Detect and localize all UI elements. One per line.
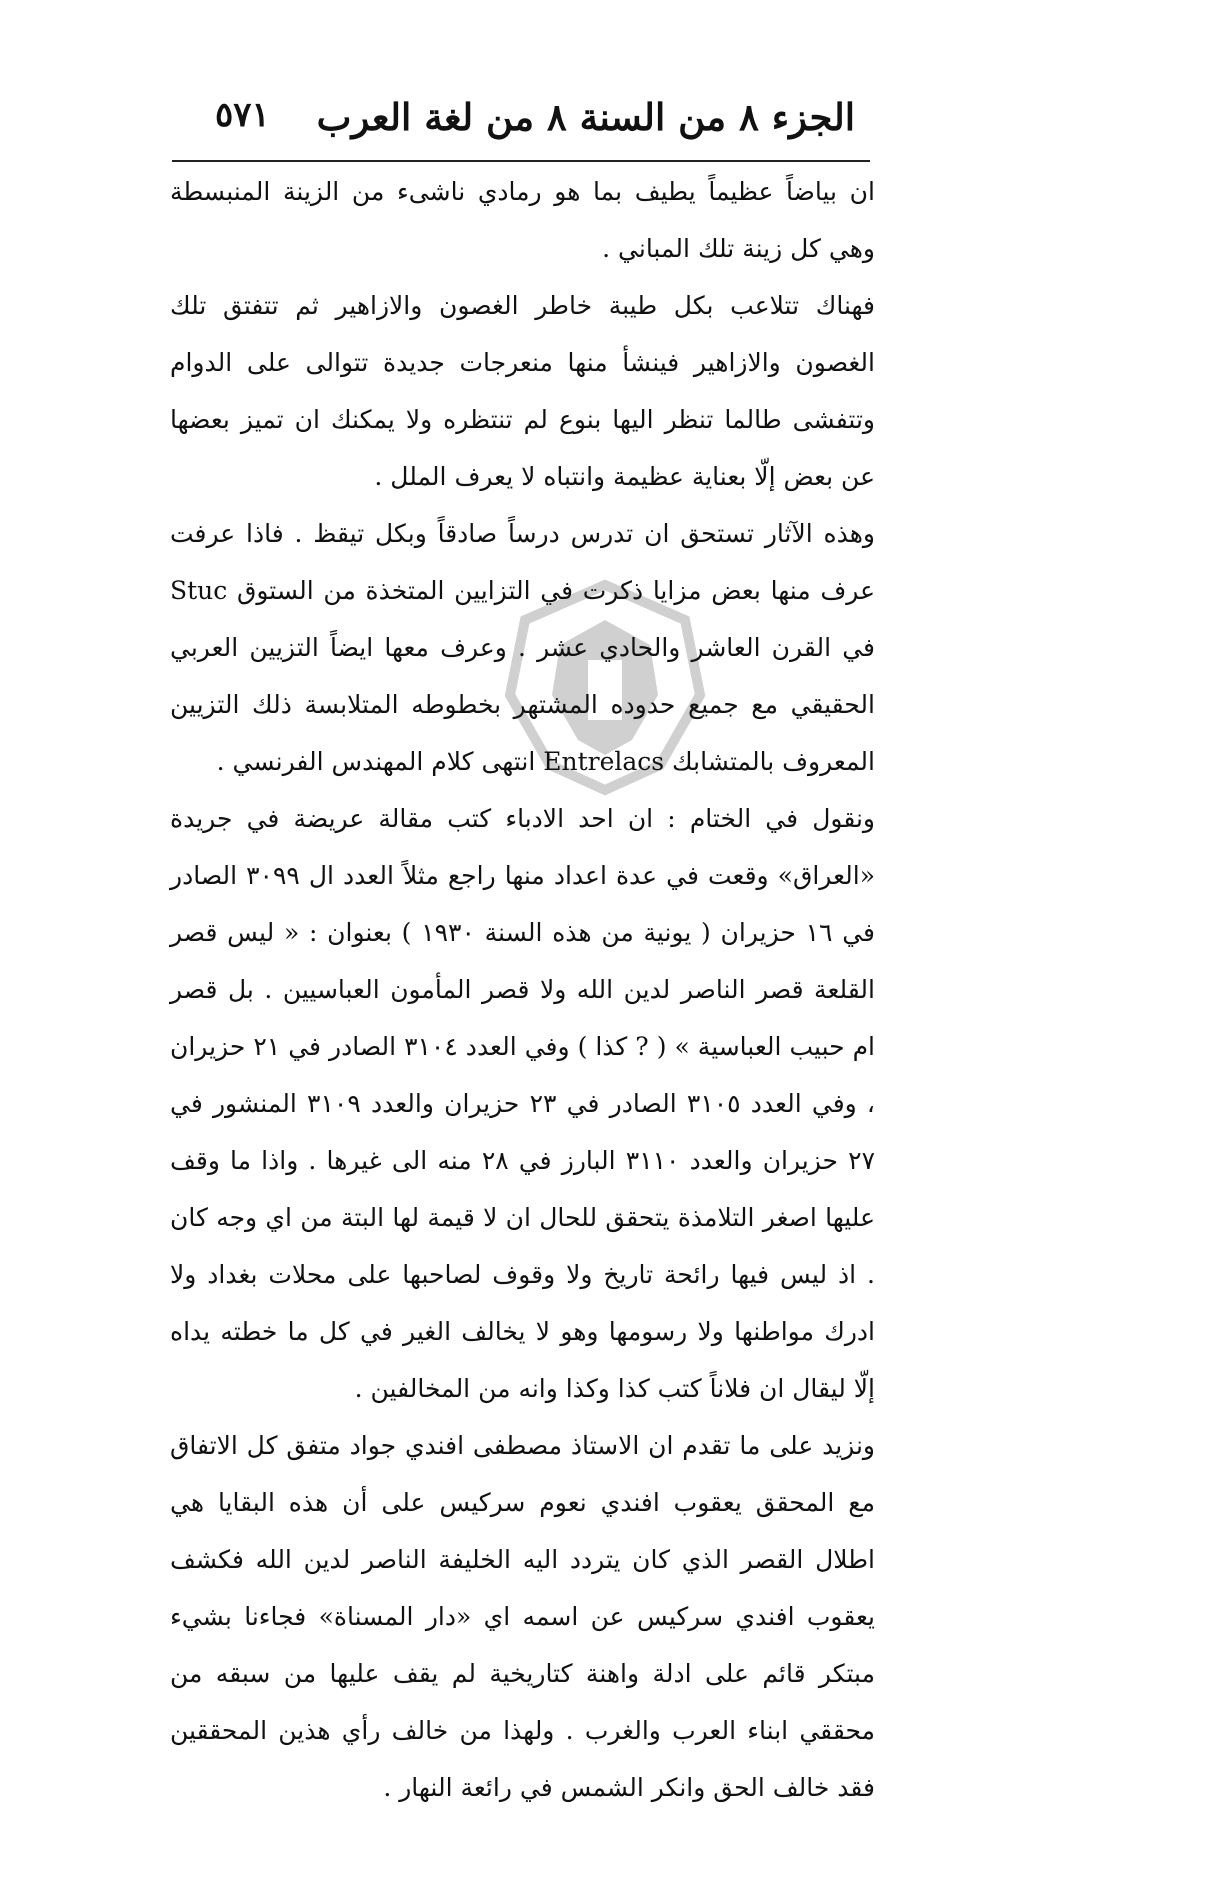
- header-rule: [172, 160, 870, 162]
- paragraph-4: ونقول في الختام : ان احد الادباء كتب مقالة عريضة في جريدة «العراق» وقعت في عدة اعداد منها راجع مثلاً العدد ال ٣٠٩٩ الصادر في ١٦ حزيران ( يونية من هذه السنة ١٩٣٠ ) بعنوان : « ليس قصر القلعة قصر الناصر لدين الله ولا قصر المأمون العباسيين . بل قصر ام حبيب العباسية » ( ? كذا ) وفي العدد ٣١٠٤ الصادر في ٢١ حزيران ، وفي العدد ٣١٠٥ الصادر في ٢٣ حزيران والعدد ٣١٠٩ المنشور في ٢٧ حزيران والعدد ٣١١٠ البارز في ٢٨ منه الى غيرها . واذا ما وقف عليها اصغر التلامذة يتحقق للحال ان لا قيمة لها البتة من اي وجه كان . اذ ليس فيها رائحة تاريخ ولا وقوف لصاحبها على محلات بغداد ولا ادرك مواطنها ولا رسومها وهو لا يخالف الغير في كل ما خطته يداه إلّا ليقال ان فلاناً كتب كذا وكذا وانه من المخالفين .: [170, 804, 876, 1403]
- page-number: ٥٧١: [215, 95, 270, 135]
- paragraph-3: وهذه الآثار تستحق ان تدرس درساً صادقاً وبكل تيقظ . فاذا عرفت عرف منها بعض مزايا ذكرت في التزايين المتخذة من الستوق Stuc في القرن العاشر والحادي عشر . وعرف معها ايضاً التزيين العربي الحقيقي مع جميع حدوده المشتهر بخطوطه المتلابسة ذلك التزيين المعروف بالمتشابك Entrelacs انتهى كلام المهندس الفرنسي .: [170, 519, 875, 776]
- paragraph-1: ان بياضاً عظيماً يطيف بما هو رمادي ناشىء من الزينة المنبسطة وهي كل زينة تلك المباني .: [170, 177, 875, 263]
- header-title: الجزء ٨ من السنة ٨ من لغة العرب: [316, 95, 855, 139]
- paragraph-5: ونزيد على ما تقدم ان الاستاذ مصطفى افندي جواد متفق كل الاتفاق مع المحقق يعقوب افندي نعوم سركيس على أن هذه البقايا هي اطلال القصر الذي كان يتردد اليه الخليفة الناصر لدين الله فكشف يعقوب افندي سركيس عن اسمه اي «دار المسناة» فجاءنا بشيء مبتكر قائم على ادلة واهنة كتاريخية لم يقف عليها من سبقه من محققي ابناء العرب والغرب . ولهذا من خالف رأي هذين المحققين فقد خالف الحق وانكر الشمس في رائعة النهار .: [170, 1431, 875, 1802]
- article-body: [170, 163, 875, 1816]
- running-header: [215, 95, 855, 145]
- paragraph-2: فهناك تتلاعب بكل طيبة خاطر الغصون والازاهير ثم تتفتق تلك الغصون والازاهير فينشأ منها منعرجات جديدة تتوالى على الدوام وتتفشى طالما تنظر اليها بنوع لم تنتظره ولا يمكنك ان تميز بعضها عن بعض إلّا بعناية عظيمة وانتباه لا يعرف الملل .: [170, 291, 875, 491]
